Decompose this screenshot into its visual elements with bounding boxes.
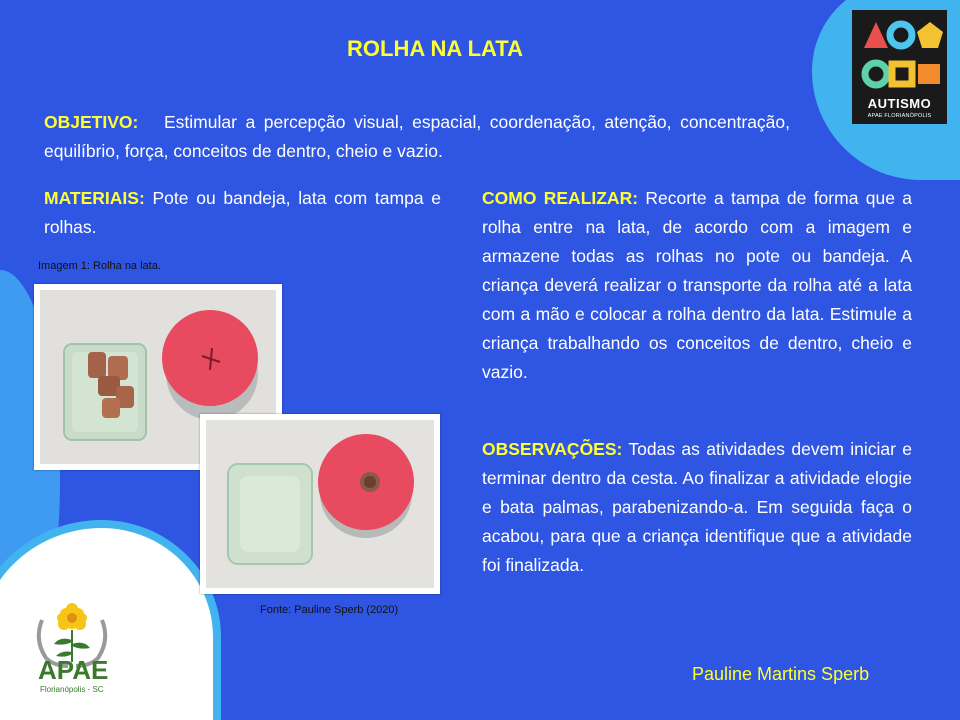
materiais-paragraph — [44, 184, 441, 242]
observacoes-paragraph — [482, 435, 912, 580]
photo-rolha-na-lata — [200, 414, 440, 594]
objetivo-text: Estimular a percepção visual, espacial, coordenação, atenção, concentração, equilíbrio, força, conceitos de dentro, cheio e vazio. — [44, 112, 790, 161]
apae-logo-word: APAE — [38, 655, 109, 685]
como-realizar-text: Recorte a tampa de forma que a rolha entre na lata, de acordo com a imagem e armazene todas as rolhas no pote ou bandeja. A criança deverá realizar o transporte da rolha até a lata com a mão e colocar a rolha dentro da lata. Estimule a criança trabalhando os conceitos de dentro, cheio e vazio. — [482, 188, 912, 382]
objetivo-label: OBJETIVO: — [44, 112, 139, 132]
observacoes-label: OBSERVAÇÕES: — [482, 439, 623, 459]
image-caption: Imagem 1: Rolha na lata. — [38, 260, 161, 272]
materiais-text: Pote ou bandeja, lata com tampa e rolhas. — [44, 188, 441, 237]
autismo-shapes-icon — [852, 10, 947, 96]
slide-title: ROLHA NA LATA — [347, 36, 523, 61]
apae-logo-sub: Florianópolis - SC — [40, 685, 104, 694]
materiais-label: MATERIAIS: — [44, 188, 145, 208]
autismo-logo — [852, 10, 947, 124]
objetivo-paragraph — [44, 108, 790, 166]
author-name: Pauline Martins Sperb — [692, 664, 870, 684]
observacoes-text: Todas as atividades devem iniciar e terminar dentro da cesta. Ao finalizar a atividade elogie e bata palmas, parabenizando-a. Em seguida faça o acabou, para que a criança identifique que a atividade foi finalizada. — [482, 439, 913, 575]
autismo-logo-sub: APAE FLORIANÓPOLIS — [867, 113, 932, 119]
como-realizar-paragraph — [482, 184, 912, 387]
como-realizar-label: COMO REALIZAR: — [482, 188, 639, 208]
autismo-logo-word: AUTISMO — [867, 96, 932, 111]
source-caption: Fonte: Pauline Sperb (2020) — [260, 604, 399, 616]
